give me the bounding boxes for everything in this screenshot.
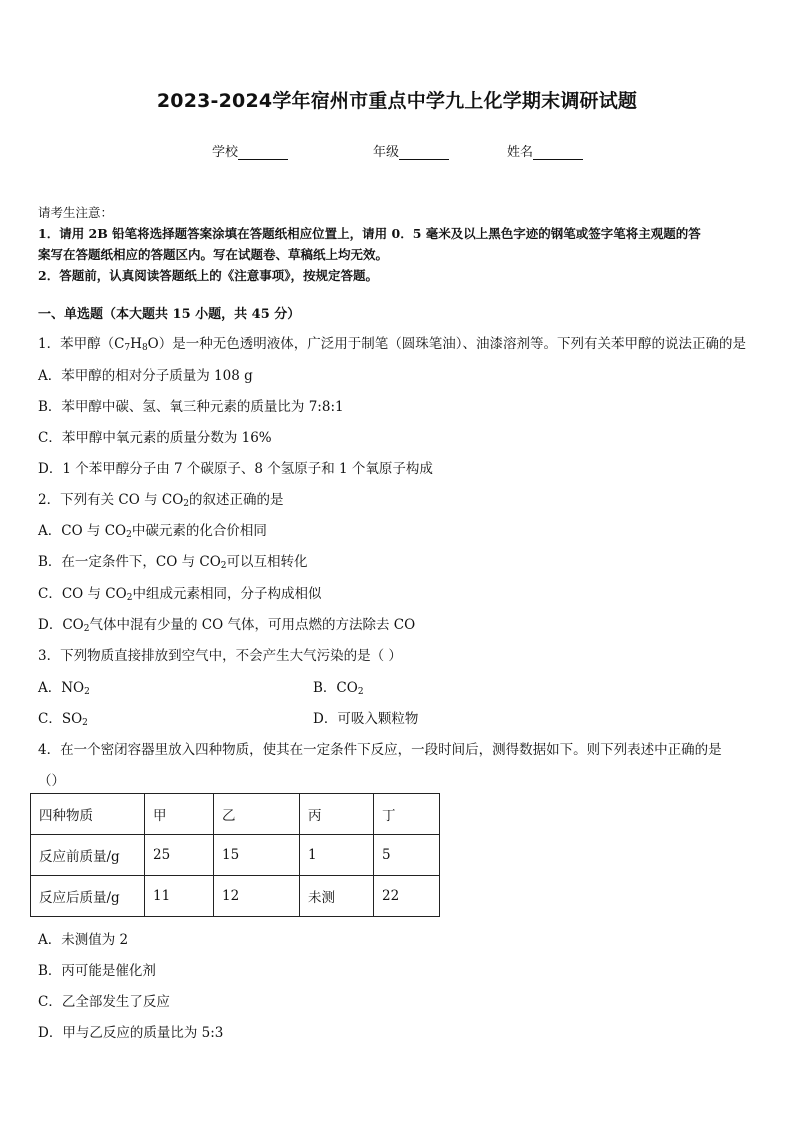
- q4-option-b: B．丙可能是催化剂: [38, 963, 156, 979]
- table-cell: 乙: [214, 794, 300, 835]
- school-label: 学校: [212, 145, 239, 160]
- table-row: [31, 835, 440, 876]
- grade-field: [373, 141, 449, 160]
- q2-c-sub: 2: [126, 593, 133, 603]
- q3-a-text: A．NO: [38, 680, 85, 696]
- table-cell: 四种物质: [31, 794, 145, 835]
- q2-d-text: D．CO: [38, 617, 84, 633]
- q1-stem: [38, 332, 746, 352]
- table-row: [31, 794, 440, 835]
- q3-option-b: [313, 676, 364, 696]
- q2-option-b: [38, 550, 308, 570]
- q2-a-sub: 2: [126, 530, 132, 540]
- table-cell: 反应后质量/g: [31, 876, 145, 917]
- name-blank: [533, 146, 583, 160]
- q4-option-d: D．甲与乙反应的质量比为 5:3: [38, 1025, 224, 1041]
- grade-blank: [399, 146, 449, 160]
- exam-notice: [38, 202, 758, 286]
- table-cell: 丙: [300, 794, 374, 835]
- name-label: 姓名: [507, 145, 534, 160]
- q2-b-rest: 可以互相转化: [226, 554, 308, 570]
- q1-stem-text-rest: O）是一种无色透明液体，广泛用于制笔（圆珠笔油）、油漆溶剂等。下列有关苯甲醇的说法正确的是: [147, 336, 746, 352]
- table-cell: 丁: [374, 794, 440, 835]
- q4-data-table: [30, 793, 440, 917]
- q2-stem-text-rest: 的叙述正确的是: [189, 492, 284, 508]
- q2-stem: [38, 488, 284, 508]
- table-cell: 22: [374, 876, 440, 917]
- q1-option-d: D．1 个苯甲醇分子由 7 个碳原子、8 个氢原子和 1 个氧原子构成: [38, 461, 433, 477]
- q4-option-c: C．乙全部发生了反应: [38, 994, 170, 1010]
- notice-heading: 请考生注意：: [38, 205, 114, 220]
- q4-stem-line-1: 4．在一个密闭容器里放入四种物质，使其在一定条件下反应，一段时间后，测得数据如下。则下列表述中正确的是: [38, 742, 722, 758]
- q2-c-text: C．CO 与 CO: [38, 586, 127, 602]
- q2-d-rest: 气体中混有少量的 CO 气体，可用点燃的方法除去 CO: [89, 617, 416, 633]
- q3-a-sub: 2: [84, 687, 90, 697]
- table-cell: 11: [145, 876, 214, 917]
- q2-c-rest: 中组成元素相同，分子构成相似: [132, 586, 322, 602]
- q1-sub-8: 8: [141, 343, 148, 353]
- q2-d-sub: 2: [83, 624, 90, 634]
- notice-item-1-line-1: 1．请用 2B 铅笔将选择题答案涂填在答题纸相应位置上，请用 0．5 毫米及以上黑色字迹的钢笔或签字笔将主观题的答: [38, 226, 701, 241]
- q3-b-text: B．CO: [313, 680, 358, 696]
- q2-option-d: [38, 613, 415, 633]
- grade-label: 年级: [373, 145, 400, 160]
- q1-sub-7: 7: [124, 343, 131, 353]
- table-cell: 未测: [300, 876, 374, 917]
- q1-stem-text: 1．苯甲醇（C: [38, 336, 125, 352]
- notice-item-1-line-2: 案写在答题纸相应的答题区内。写在试题卷、草稿纸上均无效。: [38, 247, 389, 262]
- q2-option-c: [38, 582, 321, 602]
- q2-a-rest: 中碳元素的化合价相同: [131, 523, 267, 539]
- q2-b-sub: 2: [220, 561, 227, 571]
- q3-stem: 3．下列物质直接排放到空气中，不会产生大气污染的是（ ）: [38, 648, 402, 664]
- q1-option-b: B．苯甲醇中碳、氢、氧三种元素的质量比为 7:8:1: [38, 399, 344, 415]
- table-cell: 反应前质量/g: [31, 835, 145, 876]
- q2-stem-text: 2．下列有关 CO 与 CO: [38, 492, 184, 508]
- school-blank: [238, 146, 288, 160]
- table-row: [31, 876, 440, 917]
- q4-option-a: A．未测值为 2: [38, 932, 129, 948]
- table-cell: 25: [145, 835, 214, 876]
- section-title: 一、单选题（本大题共 15 小题，共 45 分）: [38, 307, 301, 322]
- q2-option-a: [38, 519, 267, 539]
- table-cell: 甲: [145, 794, 214, 835]
- page-title: 2023-2024学年宿州市重点中学九上化学期末调研试题: [156, 90, 638, 112]
- school-field: [212, 141, 288, 160]
- table-cell: 15: [214, 835, 300, 876]
- table-cell: 1: [300, 835, 374, 876]
- q3-c-text: C．SO: [38, 711, 83, 727]
- name-field: [507, 141, 583, 160]
- q3-option-a: [38, 676, 90, 696]
- q3-option-d: D．可吸入颗粒物: [313, 711, 419, 727]
- q3-b-sub: 2: [357, 687, 364, 697]
- q1-option-a: A．苯甲醇的相对分子质量为 108 g: [38, 368, 253, 384]
- q2-b-text: B．在一定条件下，CO 与 CO: [38, 554, 221, 570]
- notice-item-2: 2．答题前，认真阅读答题纸上的《注意事项》，按规定答题。: [38, 268, 378, 283]
- q3-c-sub: 2: [82, 718, 88, 728]
- q1-stem-text-h: H: [130, 336, 142, 352]
- table-cell: 12: [214, 876, 300, 917]
- q2-stem-sub: 2: [183, 499, 189, 509]
- q1-option-c: C．苯甲醇中氧元素的质量分数为 16%: [38, 430, 272, 446]
- table-cell: 5: [374, 835, 440, 876]
- q4-stem-line-2: （）: [38, 773, 65, 789]
- q3-option-c: [38, 707, 88, 727]
- q2-a-text: A．CO 与 CO: [38, 523, 127, 539]
